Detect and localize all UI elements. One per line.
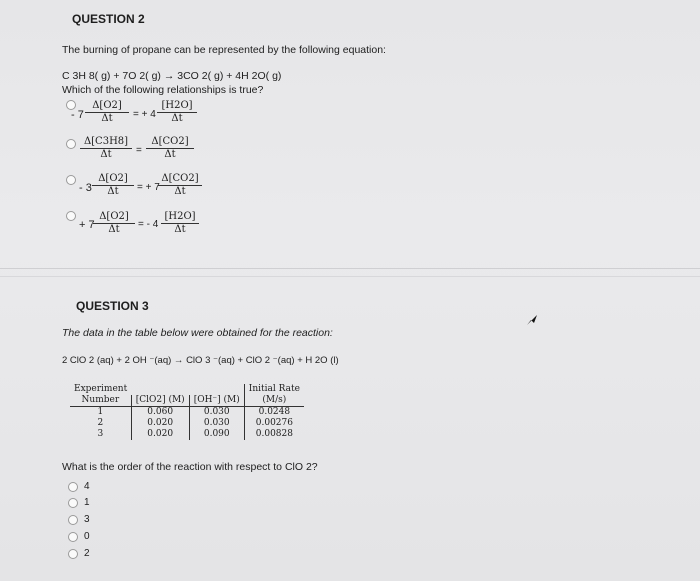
row-1-rate: 0.0248 — [258, 407, 291, 417]
q2-option-a-num2: [H2O] — [157, 100, 197, 113]
q2-option-c-num2: Δ[CO2] — [158, 173, 202, 186]
table-header-bottom — [70, 395, 304, 407]
q2-option-d-frac1 — [93, 211, 135, 236]
q2-option-b-num2: Δ[CO2] — [146, 136, 194, 149]
q2-option-c-frac2 — [158, 173, 202, 198]
q2-option-c-radio[interactable] — [66, 175, 76, 185]
table-header-top — [70, 384, 304, 395]
row-2-rate: 0.00276 — [255, 418, 293, 428]
section-divider-2 — [0, 276, 700, 277]
row-3-rate: 0.00828 — [255, 429, 293, 439]
header-top-blank-2 — [189, 384, 244, 395]
q2-option-b-frac2 — [146, 136, 194, 161]
q3-option-b-radio[interactable] — [68, 498, 78, 508]
q2-option-b-radio[interactable] — [66, 139, 76, 149]
q2-option-d-den1: Δt — [108, 224, 120, 235]
header-initial-rate: Initial Rate — [244, 384, 304, 395]
q2-option-c-equals: = + 7 — [137, 182, 160, 193]
q2-option-b-equals: = — [136, 145, 142, 156]
q2-option-b-num1: Δ[C3H8] — [80, 136, 132, 149]
table-row — [70, 418, 304, 429]
q3-option-e-label: 2 — [84, 548, 90, 559]
header-top-blank-1 — [131, 384, 189, 395]
q3-option-d-label: 0 — [84, 531, 90, 542]
question-2-heading: QUESTION 2 — [72, 12, 145, 26]
row-3-exp: 3 — [70, 429, 131, 440]
q2-option-b-frac1 — [80, 136, 132, 161]
q2-option-d-num2: [H2O] — [161, 211, 199, 224]
row-1-clo2: 0.060 — [131, 407, 189, 419]
q2-option-c-coef: - 3 — [79, 182, 92, 194]
q2-option-b-den2: Δt — [164, 149, 176, 160]
q2-option-d-coef: + 7 — [79, 219, 95, 231]
q2-option-c-den1: Δt — [107, 186, 119, 197]
row-1-exp: 1 — [70, 407, 131, 419]
question-3-prompt: The data in the table below were obtained for the reaction: — [62, 327, 333, 339]
q3-option-c-radio[interactable] — [68, 515, 78, 525]
q2-option-d-radio[interactable] — [66, 211, 76, 221]
q2-option-c-frac1 — [92, 173, 134, 198]
row-3-oh: 0.090 — [189, 429, 244, 440]
header-clo2: [ClO2] (M) — [131, 395, 189, 407]
q2-option-c-den2: Δt — [174, 186, 186, 197]
q2-option-d-num1: Δ[O2] — [93, 211, 135, 224]
q2-option-b-den1: Δt — [100, 149, 112, 160]
q2-option-d-frac2 — [161, 211, 199, 236]
header-number: Number — [70, 395, 131, 407]
row-1-oh: 0.030 — [189, 407, 244, 419]
row-2-oh: 0.030 — [189, 418, 244, 429]
q2-option-a-frac2 — [157, 100, 197, 125]
q3-option-b-label: 1 — [84, 497, 90, 508]
header-oh: [OH⁻] (M) — [189, 395, 244, 407]
rate-data-table — [70, 384, 304, 440]
header-experiment: Experiment — [74, 384, 128, 394]
question-2-equation: C 3H 8( g) + 7O 2( g) → 3CO 2( g) + 4H 2O( g) — [62, 70, 282, 82]
question-3-heading: QUESTION 3 — [76, 299, 149, 313]
question-3-equation: 2 ClO 2 (aq) + 2 OH ⁻(aq) → ClO 3 ⁻(aq) + ClO 2 ⁻(aq) + H 2O (l) — [62, 355, 339, 366]
cursor-icon — [526, 314, 538, 326]
table-row — [70, 407, 304, 419]
row-2-clo2: 0.020 — [131, 418, 189, 429]
q2-option-d-den2: Δt — [174, 224, 186, 235]
q2-option-c-num1: Δ[O2] — [92, 173, 134, 186]
q3-option-a-label: 4 — [84, 481, 90, 492]
q3-option-c-label: 3 — [84, 514, 90, 525]
q2-option-a-frac1 — [85, 100, 129, 125]
q2-option-a-den1: Δt — [101, 113, 113, 124]
q2-option-a-num1: Δ[O2] — [85, 100, 129, 113]
q3-option-e-radio[interactable] — [68, 549, 78, 559]
q3-option-a-radio[interactable] — [68, 482, 78, 492]
question-2-prompt: The burning of propane can be represented by the following equation: — [62, 44, 386, 56]
question-2-question: Which of the following relationships is true? — [62, 84, 264, 96]
question-3-question: What is the order of the reaction with respect to ClO 2? — [62, 461, 318, 473]
q2-option-a-den2: Δt — [171, 113, 183, 124]
q2-option-d-equals: = - 4 — [138, 219, 159, 230]
row-3-clo2: 0.020 — [131, 429, 189, 440]
section-divider — [0, 268, 700, 269]
header-rate-units: (M/s) — [262, 395, 287, 405]
q3-option-d-radio[interactable] — [68, 532, 78, 542]
q2-option-a-equals: = + 4 — [133, 109, 156, 120]
table-row — [70, 429, 304, 440]
q2-option-a-coef: - 7 — [71, 109, 84, 121]
row-2-exp: 2 — [70, 418, 131, 429]
